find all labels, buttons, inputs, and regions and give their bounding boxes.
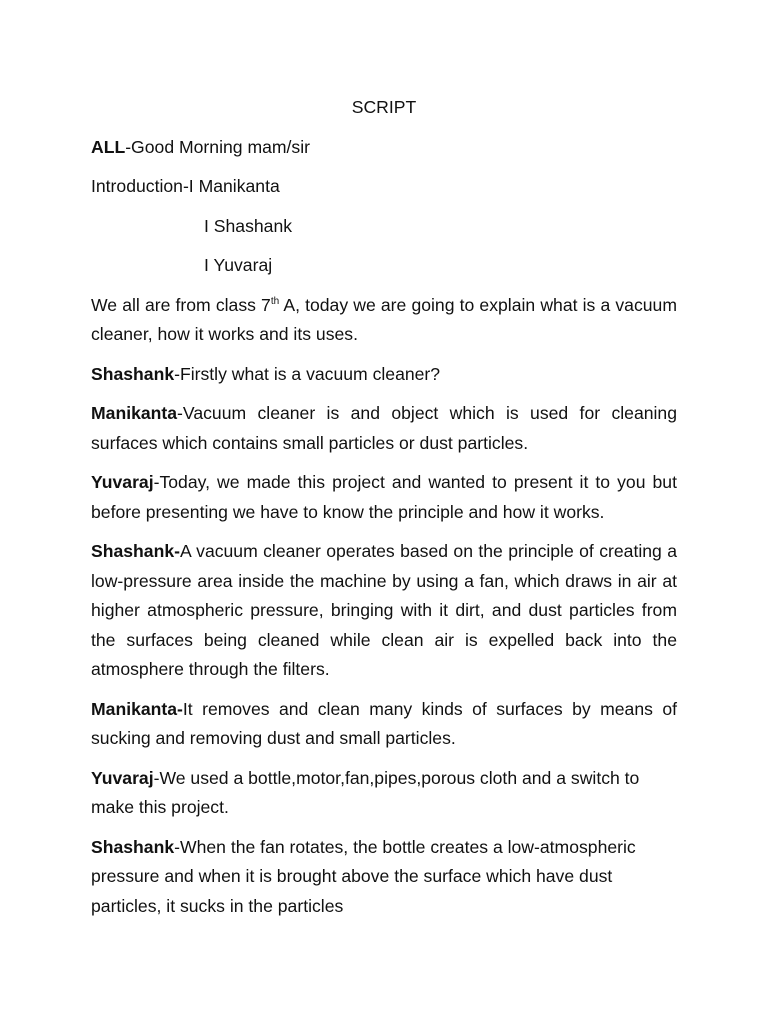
dialogue-text: It removes and clean many kinds of surfaces by means of sucking and removing dust and small particles. (91, 698, 677, 748)
introduction-line: Introduction-I Manikanta (91, 176, 280, 196)
dialogue-text: -Firstly what is a vacuum cleaner? (174, 363, 441, 384)
dialogue-line (91, 399, 677, 458)
dialogue-line (91, 833, 646, 922)
dialogue-text: -We used a bottle,motor,fan,pipes,porous cloth and a switch to make this project. (91, 767, 640, 817)
ordinal-superscript: th (270, 295, 280, 307)
introduction-name: I Shashank (204, 215, 293, 236)
script-document (91, 93, 677, 931)
speaker-name: Yuvaraj (91, 767, 154, 788)
speaker-name: ALL (91, 136, 126, 157)
speaker-name: Yuvaraj (91, 472, 154, 492)
class-intro-text: A, today we are going to explain what is a vacuum cleaner, how it works and its uses. (91, 294, 677, 344)
greeting-line (91, 133, 677, 163)
document-title: SCRIPT (351, 97, 417, 117)
dialogue-text: -Today, we made this project and wanted to present it to you but before presenting we have to know the principle and how it works. (91, 472, 677, 522)
introduction-name: I Yuvaraj (204, 255, 273, 275)
dialogue-line (91, 695, 677, 754)
dialogue-line (91, 537, 677, 685)
speaker-name: Shashank (91, 363, 175, 384)
speaker-name: Manikanta (91, 403, 178, 423)
dialogue-text: -When the fan rotates, the bottle creates a low-atmospheric pressure and when it is brought above the surface which have dust particles, it sucks in the particles (91, 836, 636, 916)
dialogue-line (91, 360, 677, 390)
dialogue-line (91, 468, 677, 527)
dialogue-text: -Vacuum cleaner is and object which is used for cleaning surfaces which contains small particles or dust particles. (91, 403, 677, 453)
class-intro-text: We all are from class 7 (91, 294, 271, 315)
dialogue-text: -Good Morning mam/sir (125, 136, 310, 157)
speaker-name: Shashank (91, 836, 175, 857)
dialogue-text: A vacuum cleaner operates based on the principle of creating a low-pressure area inside the machine by using a fan, which draws in air at higher atmospheric pressure, bringing with it dirt, and dust particles from the surfaces being cleaned while clean air is expelled back into the atmosphere through the filters. (91, 541, 677, 679)
speaker-name: Manikanta- (91, 698, 183, 719)
dialogue-line (91, 764, 677, 823)
speaker-name: Shashank- (91, 541, 180, 561)
class-intro-paragraph (91, 291, 677, 350)
